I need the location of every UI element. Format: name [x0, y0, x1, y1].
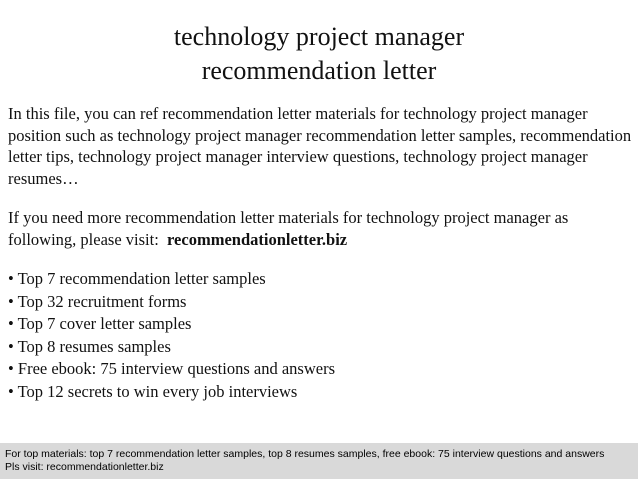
footer-line-2: Pls visit: recommendationletter.biz	[5, 461, 164, 473]
list-item: • Free ebook: 75 interview questions and answers	[8, 359, 335, 378]
bullet-list	[8, 268, 633, 403]
site-link[interactable]: recommendationletter.biz	[167, 229, 348, 249]
list-item: • Top 12 secrets to win every job interviews	[8, 381, 298, 401]
footer-line-1: For top materials: top 7 recommendation letter samples, top 8 resumes samples, free ebook: 75 interview questions and answers	[5, 448, 605, 460]
more-info-text: If you need more recommendation letter materials for technology project manager as following, please visit:	[8, 208, 569, 249]
title-line-1: technology project manager	[173, 22, 465, 51]
list-item: • Top 7 cover letter samples	[8, 314, 192, 333]
body-content	[8, 103, 633, 403]
title-line-2: recommendation letter	[201, 56, 437, 85]
footer-banner	[0, 443, 638, 479]
list-item: • Top 32 recruitment forms	[8, 291, 187, 311]
list-item: • Top 8 resumes samples	[8, 336, 171, 356]
more-info-paragraph	[8, 207, 633, 250]
intro-paragraph: In this file, you can ref recommendation letter materials for technology project manager position such as technology project manager recommendation letter samples, recommendation letter tips, technology project manager interview questions, technology project manager resumes…	[8, 104, 632, 188]
list-item: • Top 7 recommendation letter samples	[8, 269, 266, 288]
page-title	[0, 20, 638, 88]
